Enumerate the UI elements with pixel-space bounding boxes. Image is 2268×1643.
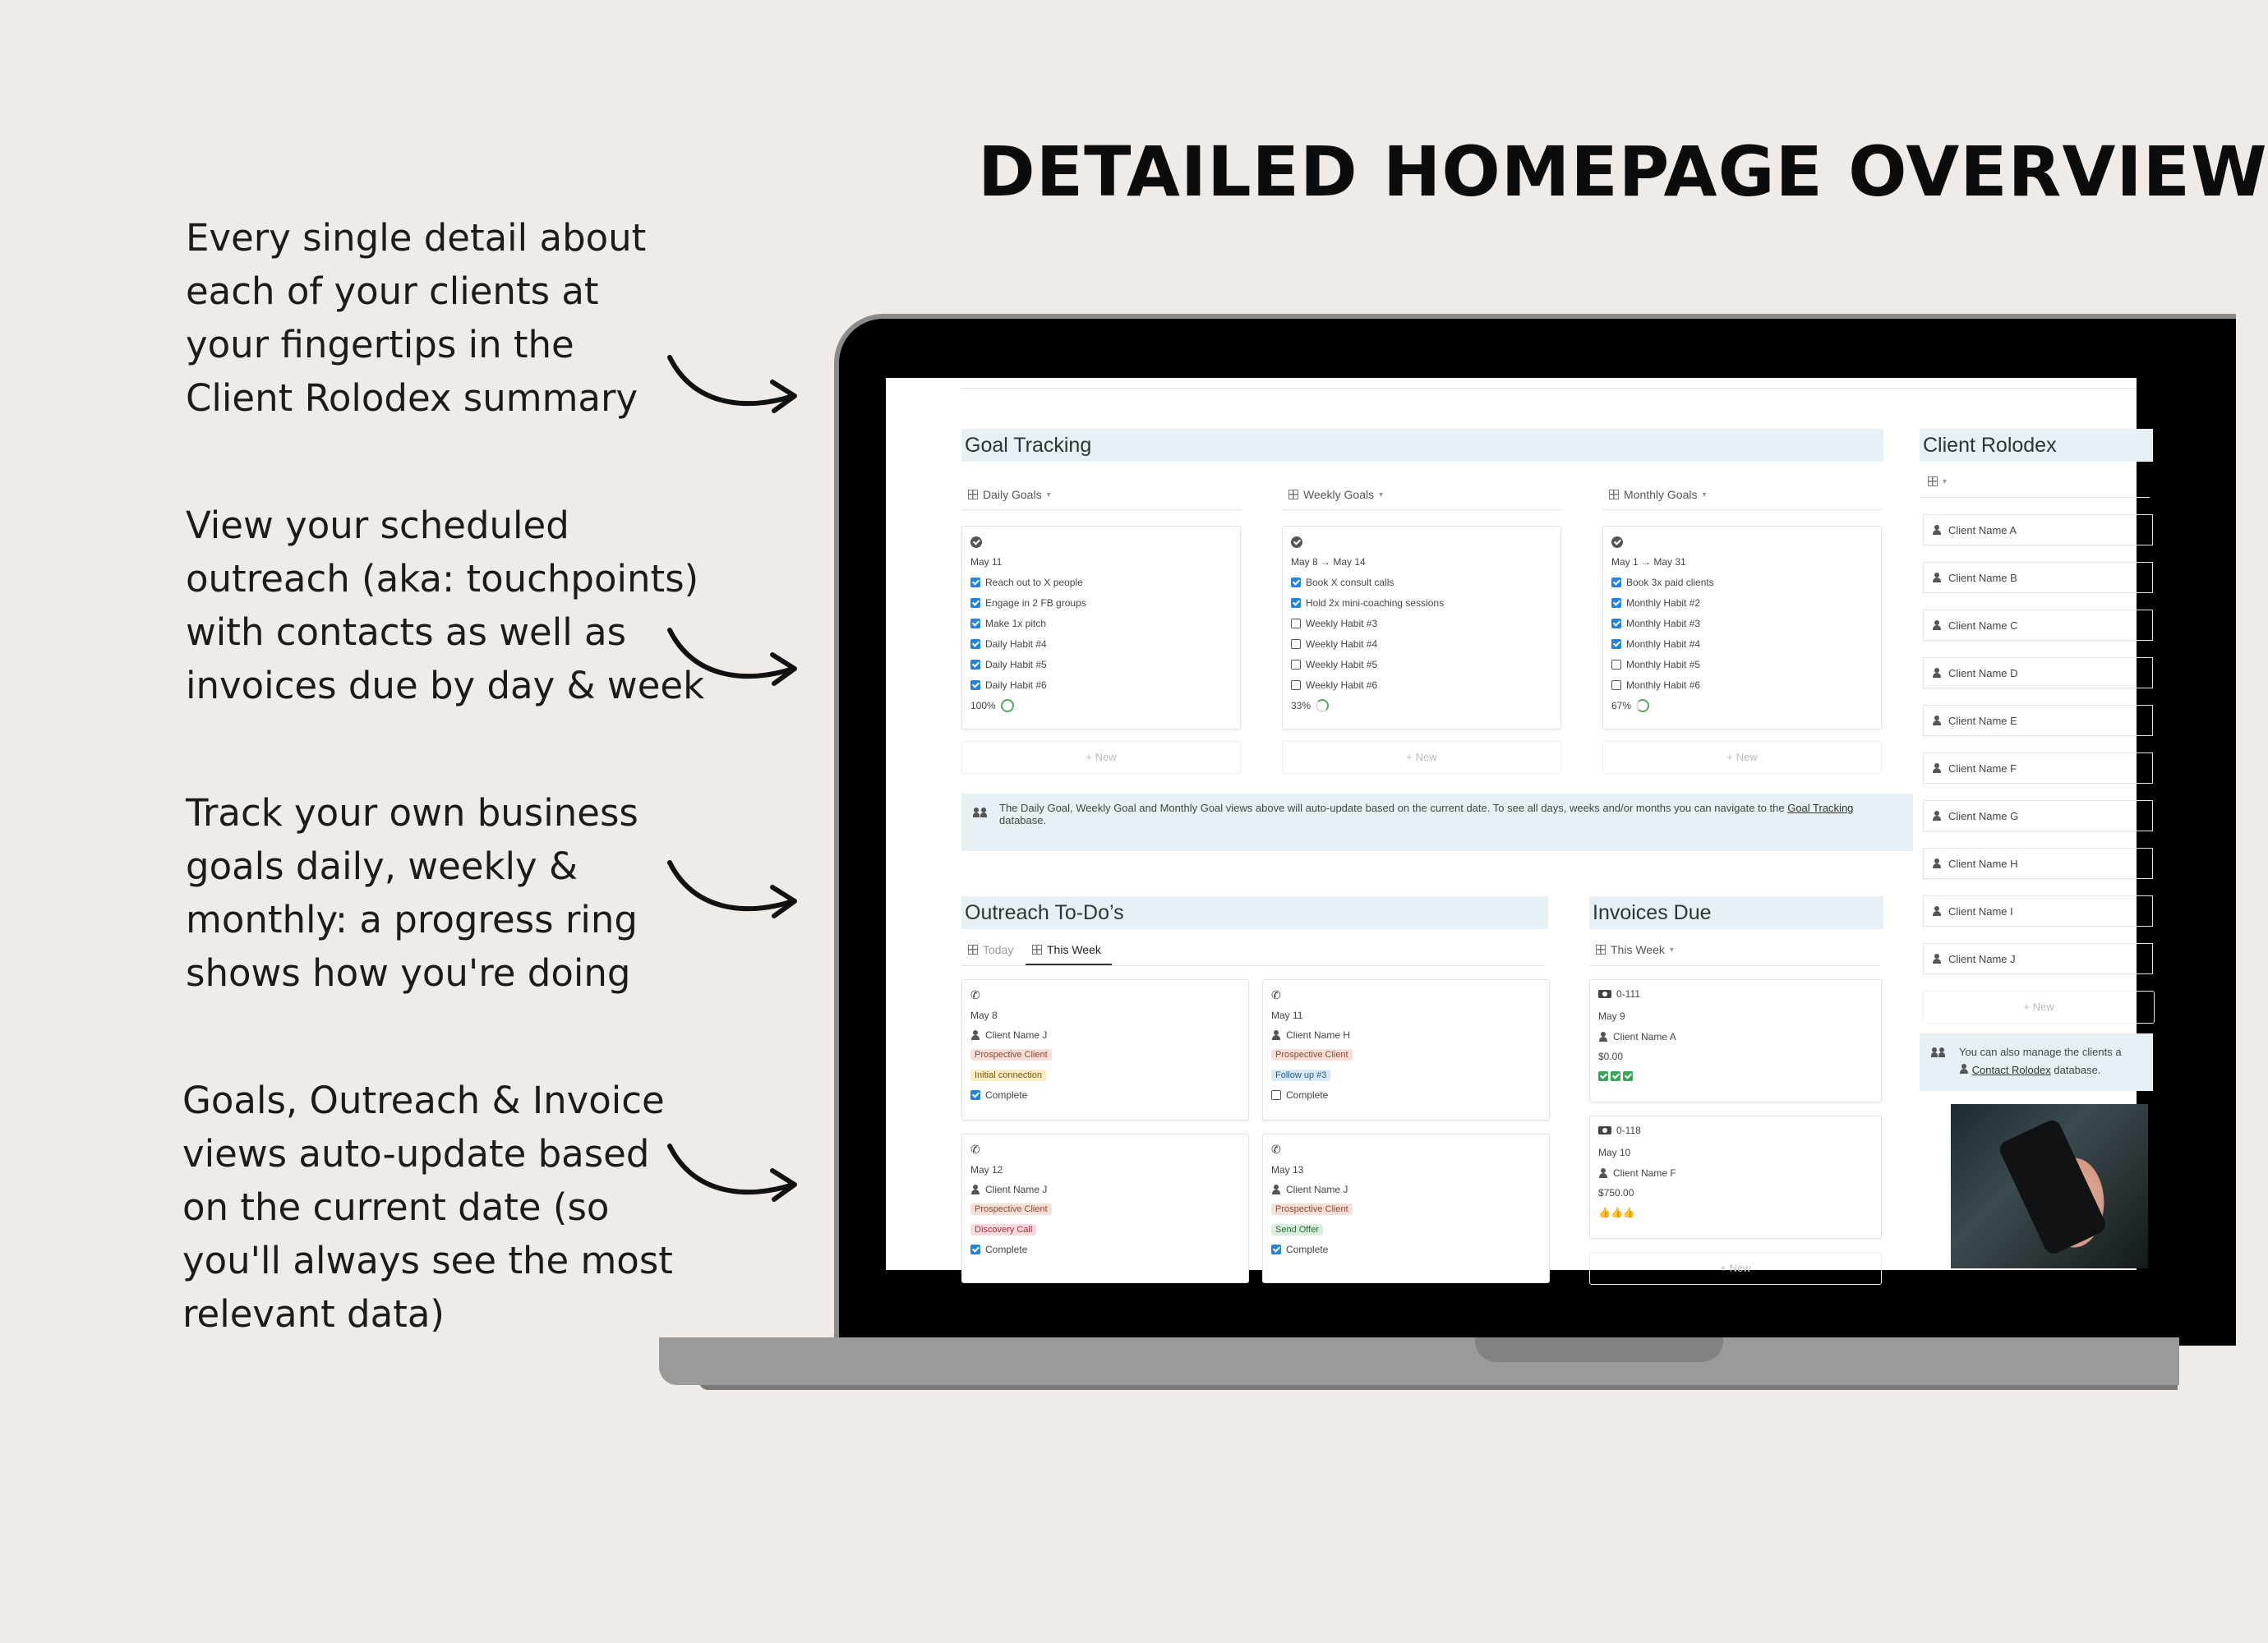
client-text: Client Name A: [1613, 1031, 1676, 1042]
card-status: [1271, 1203, 1353, 1215]
complete-label: Complete: [1286, 1244, 1329, 1255]
card-icon-row: [1271, 1143, 1281, 1157]
goal-tracking-header: [961, 429, 1883, 462]
person-icon: [1932, 668, 1942, 678]
feature-line: invoices due by day & week: [186, 664, 705, 707]
phone-icon: ✆: [970, 988, 980, 1001]
amount-text: $0.00: [1598, 1051, 1624, 1062]
stage-tag: Discovery Call: [970, 1224, 1036, 1236]
date-text: May 10: [1598, 1147, 1631, 1158]
section-title: Outreach To-Do’s: [965, 901, 1124, 924]
person-icon: [970, 1185, 980, 1194]
goal-item[interactable]: [970, 659, 1047, 670]
person-icon: [1932, 906, 1942, 916]
client-name: Client Name F: [1948, 762, 2017, 775]
complete-label: Complete: [985, 1089, 1028, 1101]
goal-label: Book X consult calls: [1306, 577, 1394, 588]
check-icon: [1623, 1071, 1633, 1081]
feature-line: relevant data): [182, 1292, 445, 1336]
contact-rolodex-link[interactable]: Contact Rolodex: [1971, 1064, 2051, 1076]
feature-line: Track your own business: [186, 791, 638, 835]
feature-line: goals daily, weekly &: [186, 845, 579, 888]
checkbox[interactable]: [970, 1245, 980, 1254]
invoice-card[interactable]: [1589, 979, 1882, 1102]
checkbox[interactable]: [1611, 598, 1621, 608]
invoice-amount: [1598, 1051, 1623, 1062]
card-icon-row: [970, 536, 982, 548]
goal-label: Monthly Habit #5: [1626, 659, 1701, 670]
checkbox[interactable]: [970, 1090, 980, 1100]
card-date: [1598, 1147, 1630, 1158]
status-tag: Prospective Client: [970, 1049, 1052, 1061]
feature-goals-text: [186, 786, 712, 1000]
card-client: [970, 1029, 1047, 1041]
feature-line: View your scheduled: [186, 504, 569, 547]
feature-outreach-text: [186, 499, 712, 712]
card-stage: [1271, 1070, 1330, 1081]
card-status: [1271, 1049, 1353, 1061]
invoice-id-row: [1598, 988, 1640, 1000]
date-text: May 13: [1271, 1164, 1304, 1176]
goal-item[interactable]: [970, 618, 1046, 629]
card-icon-row: [1271, 988, 1281, 1002]
client-name: Client Name H: [1948, 857, 2018, 870]
section-title: Invoices Due: [1593, 901, 1712, 924]
client-card[interactable]: [1923, 705, 2153, 736]
goal-label: Hold 2x mini-coaching sessions: [1306, 597, 1445, 609]
goal-tracking-link[interactable]: Goal Tracking: [1787, 802, 1854, 814]
tab-today[interactable]: [968, 943, 1013, 956]
checkbox[interactable]: [1291, 639, 1301, 649]
invoice-marks: [1598, 1207, 1635, 1218]
client-card[interactable]: [1923, 800, 2153, 831]
divider: [961, 388, 2137, 389]
card-status: [970, 1203, 1052, 1215]
invoice-marks: [1598, 1071, 1633, 1081]
invoice-card[interactable]: [1589, 1116, 1882, 1239]
invoice-amount: [1598, 1187, 1634, 1199]
client-name: Client Name J: [1948, 952, 2016, 965]
new-client-button[interactable]: + New: [1923, 991, 2155, 1024]
tab-invoices-this-week[interactable]: [1596, 943, 1674, 956]
outreach-card[interactable]: [961, 1134, 1249, 1283]
curved-arrow-icon: [657, 1138, 805, 1212]
callout-text: The Daily Goal, Weekly Goal and Monthly Goal views above will auto-update based on the current date. To see all days, weeks and/or months you can navigate to the: [999, 802, 1785, 814]
outreach-card[interactable]: [1262, 979, 1550, 1121]
goal-label: Monthly Habit #3: [1626, 618, 1701, 629]
progress-row: [1611, 699, 1649, 712]
feature-line: outreach (aka: touchpoints): [186, 557, 699, 601]
client-text: Client Name J: [1286, 1184, 1348, 1195]
divider: [961, 509, 1241, 510]
callout-text: You can also manage the clients a: [1959, 1046, 2122, 1058]
feature-line: Goals, Outreach & Invoice: [182, 1079, 665, 1122]
goal-item[interactable]: [1291, 659, 1377, 670]
checkbox[interactable]: [1611, 619, 1621, 628]
date-text: May 12: [970, 1164, 1003, 1176]
goal-item[interactable]: [1291, 679, 1377, 691]
progress-row: [970, 699, 1014, 712]
checkbox[interactable]: [1611, 660, 1621, 670]
gallery-icon: [968, 490, 978, 499]
feature-line: with contacts as well as: [186, 610, 627, 654]
goal-label: Engage in 2 FB groups: [985, 597, 1086, 609]
people-icon: [1931, 1047, 1948, 1058]
person-icon: [1271, 1030, 1281, 1040]
card-icon-row: [1611, 536, 1623, 548]
goal-label: Weekly Habit #3: [1306, 618, 1378, 629]
checkbox[interactable]: [1611, 639, 1621, 649]
goal-label: Weekly Habit #4: [1306, 638, 1378, 650]
check-icon: [1598, 1071, 1608, 1081]
card-status: [970, 1049, 1052, 1061]
goal-item[interactable]: [970, 577, 1083, 588]
goal-label: Make 1x pitch: [985, 618, 1047, 629]
client-name: Client Name I: [1948, 904, 2013, 918]
client-card[interactable]: [1923, 562, 2153, 593]
client-name: Client Name B: [1948, 571, 2017, 584]
client-rolodex-header: [1920, 429, 2153, 462]
checkbox[interactable]: [1271, 1090, 1281, 1100]
tab-label: Daily Goals: [983, 488, 1042, 501]
date-text: May 1 → May 31: [1611, 556, 1686, 568]
laptop-notch: [1475, 1337, 1723, 1362]
card-icon-row: [970, 1143, 980, 1157]
goal-item[interactable]: [1611, 679, 1700, 691]
callout-end: database.: [999, 814, 1047, 826]
goal-item[interactable]: [1291, 577, 1394, 588]
client-name: Client Name C: [1948, 619, 2018, 632]
card-client: [970, 1184, 1047, 1195]
feature-line: views auto-update based: [182, 1132, 650, 1176]
invoice-id-row: [1598, 1125, 1641, 1136]
amount-text: $750.00: [1598, 1187, 1634, 1199]
invoice-id: 0-111: [1616, 988, 1640, 1000]
money-icon: [1598, 990, 1611, 998]
checkbox[interactable]: [970, 598, 980, 608]
person-icon: [970, 1030, 980, 1040]
goal-item[interactable]: [1611, 597, 1700, 609]
checkbox[interactable]: [1291, 598, 1301, 608]
new-monthly-goal-button[interactable]: + New: [1602, 741, 1882, 774]
laptop-screen: [886, 378, 2137, 1274]
person-icon: [1932, 716, 1942, 725]
check-icon: [1611, 1071, 1620, 1081]
goal-item[interactable]: [1611, 638, 1700, 650]
card-date: [1611, 556, 1686, 568]
client-card[interactable]: [1923, 943, 2153, 974]
feature-line: you'll always see the most: [182, 1239, 673, 1282]
tab-label: This Week: [1611, 943, 1665, 956]
card-client: [1271, 1184, 1348, 1195]
person-icon: [1271, 1185, 1281, 1194]
person-icon: [1932, 620, 1942, 630]
feature-line: monthly: a progress ring: [186, 898, 638, 941]
tab-monthly-goals[interactable]: [1609, 488, 1707, 501]
checkbox[interactable]: [1611, 578, 1621, 587]
check-circle-icon: [1291, 536, 1302, 548]
person-icon: [1932, 954, 1942, 964]
feature-line: Every single detail about: [186, 216, 647, 260]
checkbox[interactable]: [970, 578, 980, 587]
goal-item[interactable]: [970, 638, 1047, 650]
date-text: May 11: [1271, 1010, 1303, 1021]
date-text: May 8 → May 14: [1291, 556, 1366, 568]
gallery-icon: [1288, 490, 1298, 499]
check-circle-icon: [970, 536, 982, 548]
card-date: [970, 556, 1002, 568]
goal-label: Reach out to X people: [985, 577, 1083, 588]
rolodex-callout: [1920, 1033, 2153, 1091]
card-client: [1598, 1031, 1676, 1042]
goal-item[interactable]: [1611, 659, 1700, 670]
feature-line: on the current date (so: [182, 1185, 610, 1229]
client-text: Client Name J: [985, 1029, 1048, 1041]
goal-label: Weekly Habit #6: [1306, 679, 1378, 691]
progress-ring-icon: [1636, 699, 1649, 712]
complete-label: Complete: [1286, 1089, 1329, 1101]
card-complete[interactable]: [1271, 1089, 1328, 1101]
status-tag: Prospective Client: [970, 1203, 1052, 1215]
invoice-id: 0-118: [1616, 1125, 1641, 1136]
goal-item[interactable]: [1291, 618, 1377, 629]
goal-label: Monthly Habit #4: [1626, 638, 1701, 650]
progress-ring-icon: [1001, 699, 1014, 712]
new-invoice-button[interactable]: + New: [1589, 1252, 1882, 1285]
gallery-icon: [1928, 476, 1938, 486]
person-icon: [1932, 525, 1942, 535]
laptop-base: [659, 1337, 2179, 1385]
gallery-icon: [1609, 490, 1619, 499]
person-icon: [1598, 1032, 1608, 1042]
checkbox[interactable]: [1611, 680, 1621, 690]
client-name: Client Name A: [1948, 523, 2017, 536]
checkbox[interactable]: [1291, 578, 1301, 587]
checkbox[interactable]: [970, 680, 980, 690]
progress-text: 100%: [970, 700, 996, 711]
date-text: May 11: [970, 556, 1003, 568]
rolodex-view-switcher[interactable]: [1928, 476, 1947, 486]
card-complete[interactable]: [1271, 1244, 1328, 1255]
divider: [961, 965, 1545, 966]
tab-label: This Week: [1047, 943, 1101, 956]
divider: [1282, 509, 1561, 510]
card-stage: [970, 1224, 1036, 1236]
feature-line: shows how you're doing: [186, 951, 631, 995]
person-icon: [1932, 573, 1942, 582]
tab-label: Monthly Goals: [1624, 488, 1698, 501]
checkbox[interactable]: [970, 660, 980, 670]
card-complete[interactable]: [970, 1089, 1027, 1101]
goal-card-monthly[interactable]: [1602, 526, 1882, 729]
card-date: [1271, 1010, 1302, 1021]
goal-label: Monthly Habit #6: [1626, 679, 1701, 691]
tab-label: Weekly Goals: [1303, 488, 1375, 501]
goal-item[interactable]: [1291, 597, 1444, 609]
card-stage: [970, 1070, 1046, 1081]
checkbox[interactable]: [1291, 660, 1301, 670]
person-icon: [1932, 811, 1942, 821]
gallery-icon: [1032, 945, 1042, 955]
invoices-header: [1589, 896, 1883, 929]
divider: [1589, 965, 1880, 966]
client-text: Client Name J: [985, 1184, 1048, 1195]
goal-tracking-callout: [961, 794, 1913, 851]
thumbs-up-icon: 👍👍👍: [1598, 1207, 1635, 1218]
goal-item[interactable]: [1611, 618, 1700, 629]
person-icon: [1959, 1064, 1969, 1074]
progress-ring-icon: [1316, 699, 1329, 712]
client-card[interactable]: [1923, 610, 2153, 641]
feature-autoupdate-text: [182, 1074, 708, 1341]
section-title: Client Rolodex: [1923, 434, 2057, 457]
card-stage: [1271, 1224, 1323, 1236]
goal-item[interactable]: [1611, 577, 1714, 588]
date-text: May 9: [1598, 1010, 1625, 1022]
card-date: [970, 1010, 998, 1021]
progress-text: 33%: [1291, 700, 1311, 711]
tab-label: Today: [983, 943, 1014, 956]
stage-tag: Send Offer: [1271, 1224, 1323, 1236]
client-name: Client Name D: [1948, 666, 2018, 679]
new-weekly-goal-button[interactable]: + New: [1282, 741, 1561, 774]
client-card[interactable]: [1923, 848, 2153, 879]
goal-label: Book 3x paid clients: [1626, 577, 1714, 588]
goal-item[interactable]: [970, 679, 1047, 691]
stage-tag: Follow up #3: [1271, 1070, 1330, 1081]
money-icon: [1598, 1126, 1611, 1134]
client-card[interactable]: [1923, 514, 2153, 545]
curved-arrow-icon: [657, 622, 805, 696]
goal-label: Daily Habit #5: [985, 659, 1047, 670]
card-date: [970, 1164, 1003, 1176]
outreach-header: [961, 896, 1548, 929]
progress-row: [1291, 699, 1329, 712]
client-card[interactable]: [1923, 752, 2153, 784]
client-name: Client Name G: [1948, 809, 2019, 822]
stage-tag: Initial connection: [970, 1070, 1046, 1081]
phone-icon: ✆: [970, 1143, 980, 1156]
outreach-card[interactable]: [1262, 1134, 1550, 1283]
card-icon-row: [1291, 536, 1302, 548]
card-date: [1598, 1010, 1625, 1022]
card-client: [1271, 1029, 1350, 1041]
client-card[interactable]: [1923, 895, 2153, 927]
checkbox[interactable]: [970, 619, 980, 628]
chevron-down-icon: ▾: [1046, 490, 1051, 499]
page-heading: DETAILED HOMEPAGE OVERVIEW: [978, 131, 2268, 212]
chevron-down-icon: ▾: [1702, 490, 1707, 499]
client-name: Client Name E: [1948, 714, 2017, 727]
section-title: Goal Tracking: [965, 434, 1092, 457]
status-tag: Prospective Client: [1271, 1203, 1353, 1215]
person-icon: [1932, 858, 1942, 868]
chevron-down-icon: ▾: [1379, 490, 1384, 499]
divider: [1602, 509, 1882, 510]
goal-card-daily[interactable]: [961, 526, 1241, 729]
client-text: Client Name H: [1286, 1029, 1351, 1041]
client-card[interactable]: [1923, 657, 2153, 688]
callout-end: database.: [2054, 1064, 2101, 1076]
people-icon: [973, 807, 989, 818]
goal-label: Monthly Habit #2: [1626, 597, 1701, 609]
person-icon: [1598, 1168, 1608, 1178]
tab-daily-goals[interactable]: [968, 488, 1051, 501]
goal-card-weekly[interactable]: [1282, 526, 1561, 729]
active-tab-indicator: [1026, 964, 1112, 965]
card-complete[interactable]: [970, 1244, 1027, 1255]
complete-label: Complete: [985, 1244, 1028, 1255]
client-text: Client Name F: [1613, 1167, 1676, 1179]
outreach-card[interactable]: [961, 979, 1249, 1121]
card-client: [1598, 1167, 1676, 1179]
checkbox[interactable]: [1291, 680, 1301, 690]
gallery-icon: [968, 945, 978, 955]
status-tag: Prospective Client: [1271, 1049, 1353, 1061]
divider: [1920, 497, 2150, 498]
card-icon-row: [970, 988, 980, 1002]
phone-icon: ✆: [1271, 1143, 1281, 1156]
curved-arrow-icon: [657, 349, 805, 423]
phone-icon: ✆: [1271, 988, 1281, 1001]
feature-line: Client Rolodex summary: [186, 376, 638, 420]
tab-this-week[interactable]: [1032, 943, 1101, 956]
check-circle-icon: [1611, 536, 1623, 548]
curved-arrow-icon: [657, 854, 805, 928]
gallery-icon: [1596, 945, 1606, 955]
checkbox[interactable]: [970, 639, 980, 649]
goal-label: Weekly Habit #5: [1306, 659, 1378, 670]
goal-label: Daily Habit #4: [985, 638, 1047, 650]
goal-item[interactable]: [1291, 638, 1377, 650]
date-text: May 8: [970, 1010, 998, 1021]
feature-line: your fingertips in the: [186, 323, 574, 366]
tab-weekly-goals[interactable]: [1288, 488, 1383, 501]
card-date: [1291, 556, 1366, 568]
feature-rolodex-text: [186, 211, 712, 425]
checkbox[interactable]: [1291, 619, 1301, 628]
feature-line: each of your clients at: [186, 269, 599, 313]
progress-text: 67%: [1611, 700, 1632, 711]
chevron-down-icon: ▾: [1943, 476, 1948, 486]
new-daily-goal-button[interactable]: + New: [961, 741, 1241, 774]
chevron-down-icon: ▾: [1669, 945, 1674, 955]
goal-item[interactable]: [970, 597, 1086, 609]
card-date: [1271, 1164, 1303, 1176]
checkbox[interactable]: [1271, 1245, 1281, 1254]
goal-label: Daily Habit #6: [985, 679, 1047, 691]
person-icon: [1932, 763, 1942, 773]
